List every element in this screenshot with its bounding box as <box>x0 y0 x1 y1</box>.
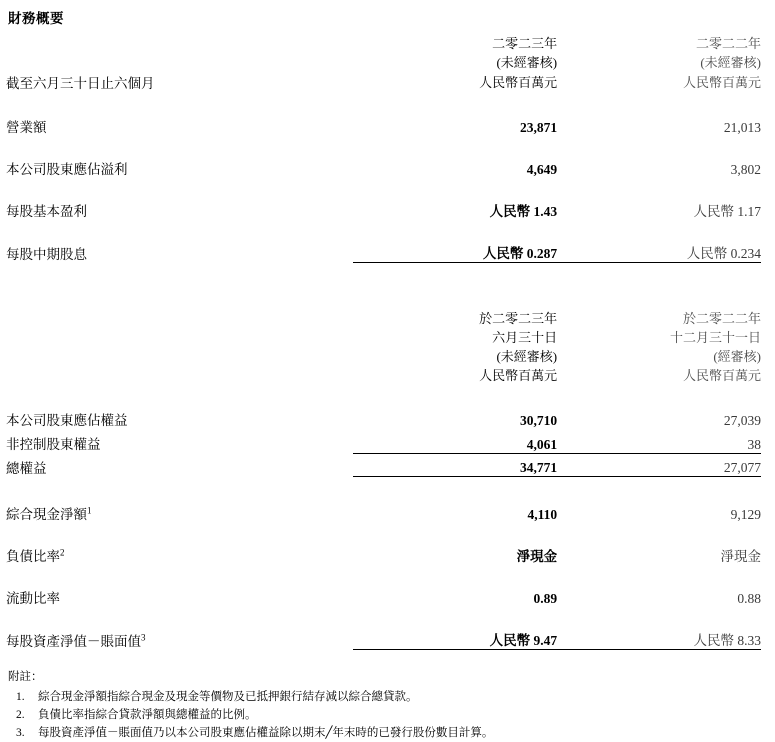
row-label: 綜合現金淨額$^1$ <box>6 505 92 522</box>
section1-header-row <box>6 27 761 53</box>
table-row <box>6 629 761 650</box>
row-value-prior: 0.88 <box>737 591 761 606</box>
row-value-prior: 21,013 <box>723 120 761 135</box>
row-label: 每股中期股息 <box>6 246 87 262</box>
financial-summary-table: 二零二三年 二零二二年 (未經審核) (未經審核) 截至六月三十日止六個月 人民幣百萬元 人民幣百萬元 營業額 23,871 21,013 本公司股東應佔溢利 4,649 3,802 每股基本盈利 人民幣 1.43 人民幣 1.17 每股中期股息 人民幣 0.287 人民幣 0.234 於二零二三年 於二零二二年 六月三十日 十二月三十一日 (未經審核) (經審核) 人民幣百萬元 人民幣百萬元 本公司股東應佔權益 30,710 27,039 非控制股東權益 4,061 38 總權益 34,771 27,077 綜合現金淨額$^1$ 4,110 9,129 負債比率$^2$ 淨現金 淨現金 流動比率 0.89 0.88 每股資產淨值－賬面值$^3$ 人民幣 9.47 人民幣 8.33 <box>6 27 761 650</box>
row-value-prior: 27,039 <box>723 413 761 428</box>
table-row <box>6 457 761 477</box>
page-title: 財務概要 <box>8 11 64 26</box>
row-value-current: 34,771 <box>353 457 557 477</box>
footnote-number: 2. <box>16 709 25 721</box>
table-row <box>6 587 761 607</box>
section1-header-current: 二零二三年 <box>492 36 558 51</box>
row-value-prior: 淨現金 <box>720 549 761 564</box>
footnotes-block <box>6 668 761 742</box>
row-label: 負債比率$^2$ <box>6 547 65 564</box>
row-value-prior: 人民幣 8.33 <box>557 629 761 650</box>
table-row <box>6 116 761 136</box>
row-value-prior: 38 <box>557 433 761 453</box>
row-value-current: 30,710 <box>520 413 558 428</box>
section1-header-prior: 二零二二年 <box>695 36 761 51</box>
section1-period-label: 截至六月三十日止六個月 <box>6 76 155 91</box>
row-value-current: 23,871 <box>520 120 558 135</box>
section2-header-current: 於二零二三年 <box>479 311 558 326</box>
table-row <box>6 433 761 453</box>
table-row <box>6 409 761 429</box>
table-row <box>6 242 761 263</box>
row-label: 流動比率 <box>6 591 60 606</box>
row-value-prior: 3,802 <box>730 162 761 177</box>
row-value-current: 人民幣 9.47 <box>353 629 557 650</box>
row-value-prior: 人民幣 1.17 <box>693 204 761 219</box>
row-label: 每股資產淨值－賬面值$^3$ <box>6 632 146 649</box>
row-label: 本公司股東應佔溢利 <box>6 162 128 177</box>
row-value-current: 0.89 <box>533 591 558 606</box>
footnote-number: 1. <box>16 691 25 703</box>
footnote-ref: 2 <box>60 547 65 558</box>
footnote-ref: 3 <box>141 632 146 642</box>
footnote-item <box>8 724 761 742</box>
row-label: 每股基本盈利 <box>6 204 87 219</box>
footnotes-heading: 附註： <box>8 671 43 683</box>
row-value-prior: 27,077 <box>557 457 761 477</box>
footnote-number: 3. <box>16 727 25 739</box>
footnote-item <box>8 706 761 724</box>
section2-header-row <box>6 309 761 328</box>
footnote-ref: 1 <box>87 505 92 516</box>
table-row <box>6 503 761 523</box>
row-label: 本公司股東應佔權益 <box>6 413 128 428</box>
row-label: 總權益 <box>6 460 47 476</box>
row-value-current: 淨現金 <box>516 549 558 564</box>
footnote-item <box>8 688 761 706</box>
row-value-current: 人民幣 0.287 <box>353 242 557 263</box>
table-row <box>6 158 761 178</box>
row-value-current: 4,061 <box>353 433 557 453</box>
footnote-text: 每股資產淨值－賬面值乃以本公司股東應佔權益除以期末╱年末時的已發行股份數目計算。 <box>38 727 494 739</box>
row-value-prior: 9,129 <box>730 507 761 522</box>
table-row <box>6 545 761 565</box>
table-row <box>6 200 761 220</box>
row-value-prior: 人民幣 0.234 <box>557 242 761 263</box>
footnote-text: 負債比率指綜合貸款淨額與總權益的比例。 <box>38 709 257 721</box>
row-label: 營業額 <box>6 120 47 135</box>
row-value-current: 4,110 <box>527 507 558 522</box>
section2-header-prior: 於二零二二年 <box>682 311 761 326</box>
section1-period-row: 截至六月三十日止六個月 人民幣百萬元 人民幣百萬元 <box>6 72 761 92</box>
row-label: 非控制股東權益 <box>6 437 101 452</box>
footnote-text: 綜合現金淨額指綜合現金及現金等價物及已抵押銀行結存減以綜合總貸款。 <box>38 691 418 703</box>
row-value-current: 人民幣 1.43 <box>489 204 558 219</box>
row-value-current: 4,649 <box>526 162 558 177</box>
